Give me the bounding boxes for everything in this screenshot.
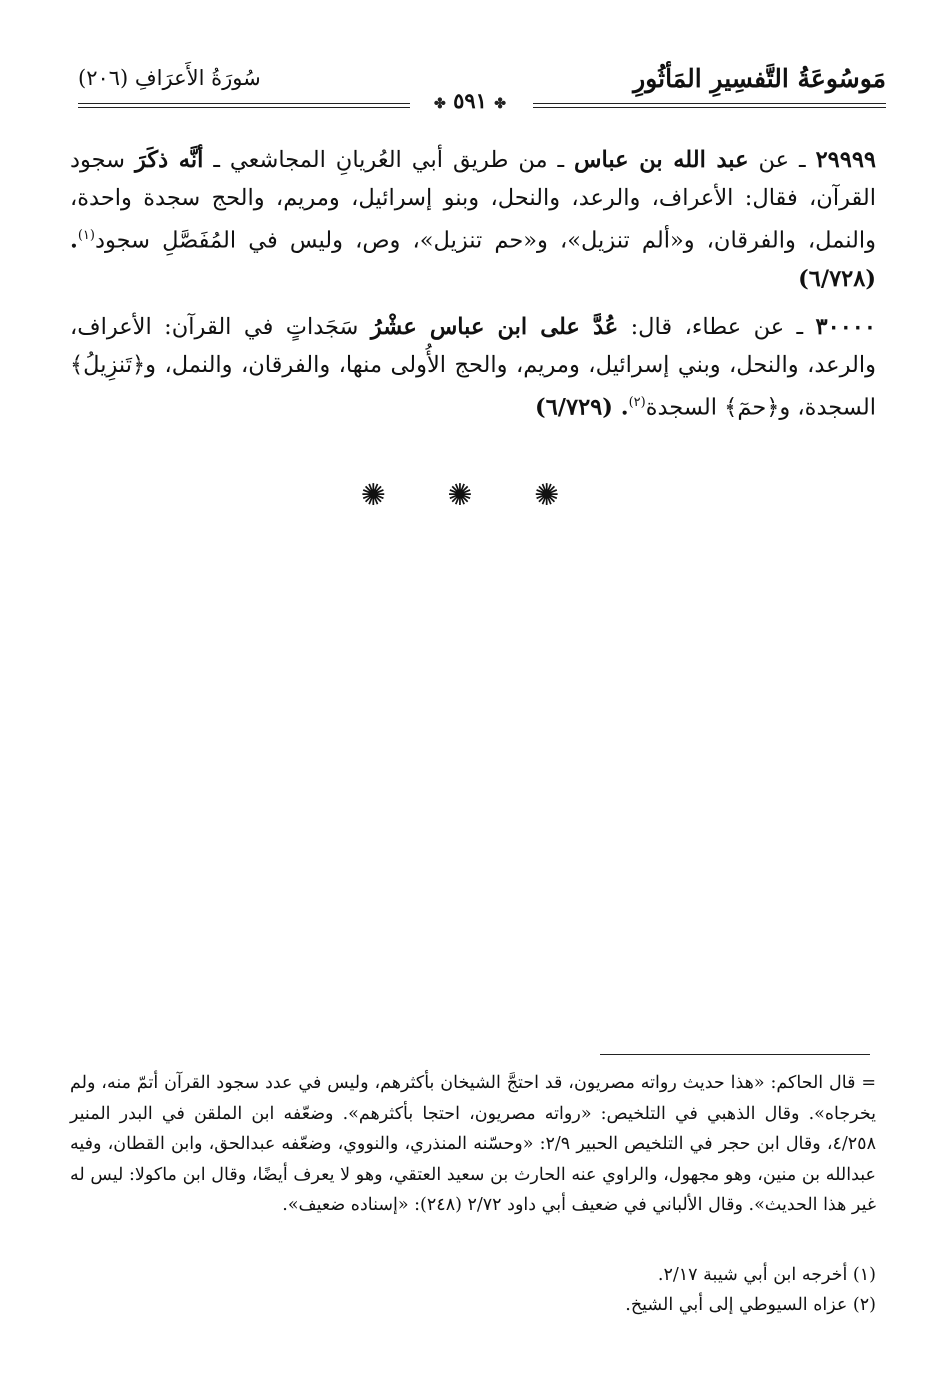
- header-rule: [78, 103, 413, 104]
- surah-header: سُورَةُ الأَعرَافِ (٢٠٦): [78, 66, 261, 90]
- header-rule: [533, 103, 886, 104]
- footnote-ref: (٢): [628, 395, 646, 410]
- entry-30000: [70, 308, 876, 427]
- narrator: عبد الله بن عباس: [574, 147, 749, 173]
- book-title: مَوسُوعَةُ التَّفسِيرِ المَأثُورِ: [633, 64, 886, 93]
- entry-text: ـ عن: [748, 147, 816, 173]
- entry-text: ـ من طريق أبي العُريانِ المجاشعي ـ: [203, 147, 575, 173]
- footnote-continuation: = قال الحاكم: «هذا حديث رواته مصريون، قد احتجَّ الشيخان بأكثرهم، وليس في عدد سجود القرآن أتمّ منه، ولم يخرجاه». وقال الذهبي في التلخيص: «رواته مصريون، احتجا بأكثرهم». وضعّفه ابن الملقن في البدر المنير ٤/٢٥٨، وقال ابن حجر في التلخيص الحبير ٢/٩: «وحسّنه المنذري، والنووي، وضعّفه عبدالحق، وابن القطان، وفيه عبدالله بن منين، وهو مجهول، والراوي عنه الحارث بن سعيد العتقي، وهو لا يعرف أيضًا، وقال ابن ماكولا: ليس له غير هذا الحديث». وقال الألباني في ضعيف أبي داود ٢/٧٢ (٢٤٨): «إسناده ضعيف».: [70, 1073, 876, 1215]
- entry-text: ـ عن عطاء، قال:: [618, 314, 816, 340]
- header-rule: [533, 107, 886, 108]
- footnote-divider: [600, 1054, 870, 1055]
- section-separator-stars: ✺ ✺ ✺: [360, 478, 586, 513]
- header-rule: [78, 107, 413, 108]
- entry-bold-text: أنَّه ذكَرَ: [134, 147, 204, 173]
- volume-reference: . (٦/٧٢٨): [70, 227, 876, 292]
- page-number: ٥٩١: [453, 88, 487, 113]
- footnote-ref: (١): [77, 228, 95, 243]
- entry-29999: [70, 141, 876, 298]
- footnote-1: (١) أخرجه ابن أبي شيبة ٢/١٧.: [657, 1265, 876, 1285]
- ornament-icon: ✤: [434, 96, 446, 112]
- page-number-box: [410, 88, 530, 113]
- entry-text: سَجَداتٍ في القرآن: الأعراف، والرعد، والنحل، وبني إسرائيل، ومريم، والحج الأُولى منها، والفرقان، والنمل، و﴿تَنزِيلُ﴾ السجدة، و﴿حمٓ﴾ السجدة: [70, 314, 876, 421]
- ornament-icon: ✤: [494, 96, 506, 112]
- entry-number: ٣٠٠٠٠: [815, 314, 876, 340]
- footnote-2: (٢) عزاه السيوطي إلى أبي الشيخ.: [625, 1295, 876, 1315]
- entry-number: ٢٩٩٩٩: [815, 147, 877, 173]
- volume-reference: . (٦/٧٢٩): [535, 394, 629, 421]
- entry-bold-text: عُدَّ على ابن عباس عشْرُ: [370, 314, 619, 340]
- entry-text: سجود القرآن، فقال: الأعراف، والرعد، والنحل، وبنو إسرائيل، ومريم، والحج سجدة واحدة، والنمل، والفرقان، و«ألم تنزيل»، و«حم تنزيل»، وص، وليس في المُفَصَّلِ سجود: [70, 147, 876, 254]
